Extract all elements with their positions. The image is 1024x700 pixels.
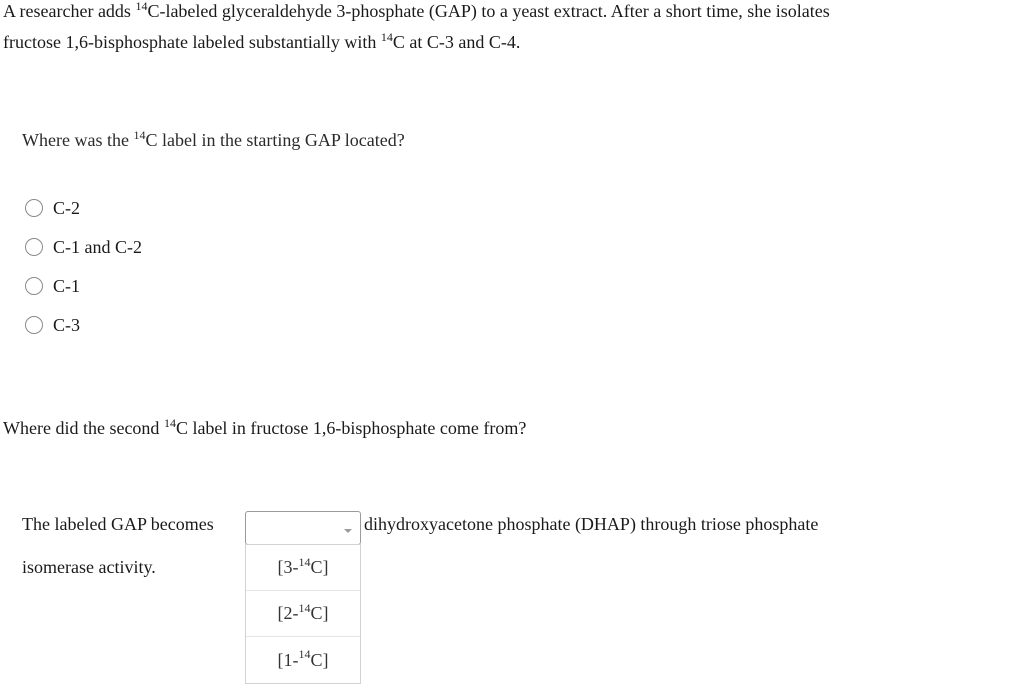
superscript: 14 [135, 0, 148, 13]
intro-text: A researcher adds [3, 1, 136, 21]
radio-option-c3[interactable] [25, 314, 80, 336]
radio-button[interactable] [25, 238, 43, 256]
superscript: 14 [380, 30, 393, 44]
intro-line-2 [3, 32, 520, 53]
option-label: C-3 [53, 314, 80, 335]
label-position-select[interactable] [245, 511, 361, 545]
select-dropdown-menu [245, 544, 361, 684]
dropdown-option-3-14c[interactable]: [3- $^{14}$ C] [246, 545, 360, 591]
radio-option-c1-and-c2[interactable] [25, 236, 142, 258]
option-label: C-2 [53, 197, 80, 218]
fill-blank-line-2: isomerase activity. [22, 557, 156, 577]
fill-blank-prefix: The labeled GAP becomes [22, 514, 214, 534]
dropdown-option-2-14c[interactable]: [2- $^{14}$ C] [246, 591, 360, 637]
intro-line-1 [3, 1, 830, 22]
chevron-down-icon [344, 529, 352, 533]
question-2-prompt: Where did the second $^{14}$C label in fructose 1,6-bisphosphate come from? [3, 416, 527, 438]
fill-blank-suffix: dihydroxyacetone phosphate (DHAP) through triose phosphate [364, 514, 819, 534]
option-label: C-1 and C-2 [53, 236, 142, 257]
intro-text: C-labeled glyceraldehyde 3-phosphate (GAP) to a yeast extract. After a short time, she isolates [147, 1, 830, 21]
intro-text: fructose 1,6-bisphosphate labeled substantially with [3, 32, 381, 52]
dropdown-option-1-14c[interactable]: [1- $^{14}$ C] [277, 647, 329, 670]
radio-button[interactable] [25, 316, 43, 334]
radio-button[interactable] [25, 199, 43, 217]
radio-option-c2[interactable] [25, 197, 80, 219]
question-1-prompt: Where was the $^{14}$C label in the starting GAP located? [22, 128, 405, 150]
intro-text: C at C-3 and C-4. [392, 32, 521, 52]
radio-button[interactable] [25, 277, 43, 295]
radio-option-c1[interactable] [25, 275, 80, 297]
option-label: C-1 [53, 275, 80, 296]
